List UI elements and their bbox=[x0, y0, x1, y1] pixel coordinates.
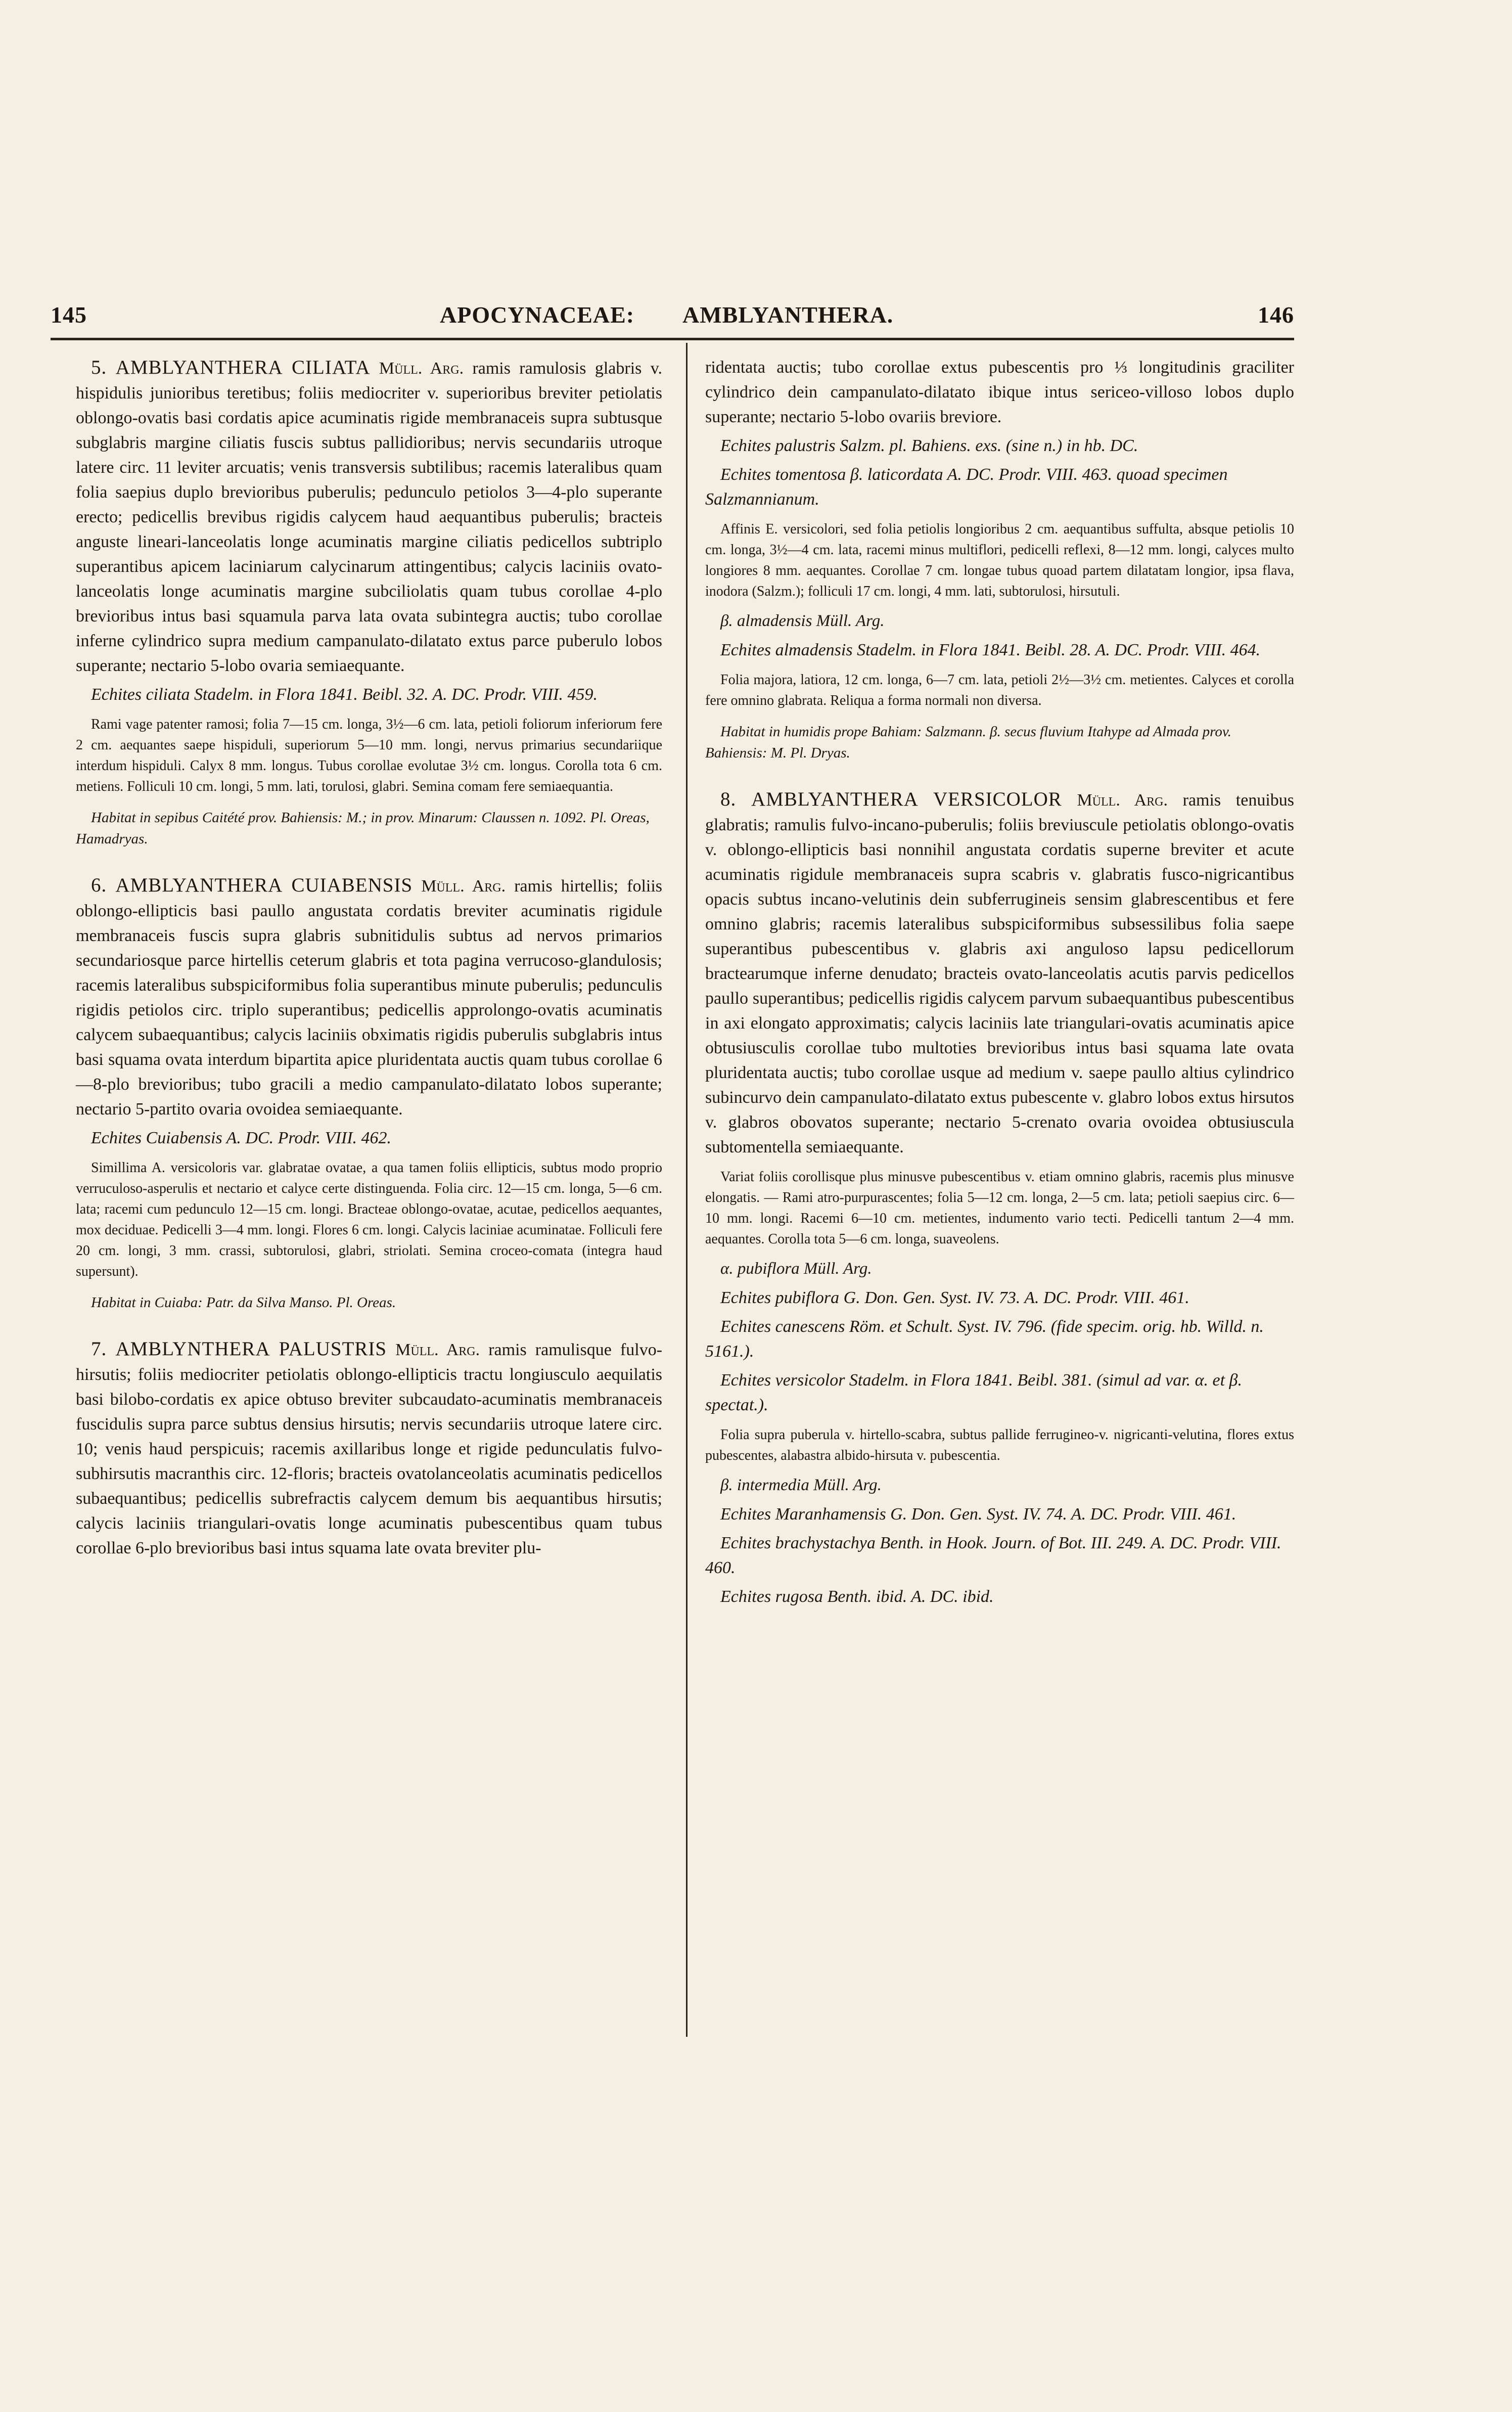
page-number-right: 146 bbox=[1258, 302, 1294, 328]
habitat-note: Habitat in humidis prope Bahiam: Salzmann. β. secus fluvium Itahype ad Almada prov. Bahiensis: M. Pl. Dryas. bbox=[705, 724, 1231, 761]
species-title: 5. AMBLYANTHERA CILIATA bbox=[91, 356, 371, 378]
page-number-left: 145 bbox=[51, 302, 87, 328]
species-author: Müll. Arg. bbox=[1077, 791, 1168, 810]
habitat-note: Habitat in sepibus Caitété prov. Bahiensis: M.; in prov. Minarum: Claussen n. 1092. Pl. Oreas, Hamadryas. bbox=[76, 810, 650, 847]
left-column bbox=[76, 355, 662, 1584]
species-title: 8. AMBLYANTHERA VERSICOLOR bbox=[720, 788, 1062, 810]
synonym-citation: Echites rugosa Benth. ibid. A. DC. ibid. bbox=[720, 1587, 994, 1606]
running-title-family: APOCYNACEAE: bbox=[440, 302, 635, 328]
species-paragraph bbox=[76, 355, 662, 678]
synonym-citation: Echites tomentosa β. laticordata A. DC. Prodr. VIII. 463. quoad specimen Salzmannianum. bbox=[705, 465, 1228, 509]
species-description: ramis ramulosis glabris v. hispidulis junioribus teretibus; foliis mediocriter v. superioribus breviter petiolatis oblongo-ovatis basi cordatis apice acuminatis rigide membranaceis supra subtusque subglabris margine ciliatis fuscis subtus pallidioribus; nervis secundariis utroque latere circ. 11 leviter arcuatis; venis transversis subtilibus; racemis lateralibus quam folia saepius duplo brevioribus puberulis; pedunculo petiolos 3—4-plo superante erecto; pedicellis brevibus rigidis calycem haud aequantibus puberulis; bracteis anguste lineari-lanceolatis longe acuminatis margine ciliatis pedicellos subtriplo superantibus apicem laciniarum calycinarum attingentibus; calycis laciniis ovato-lanceolatis longe acuminatis margine subciliolatis quam tubus corollae 4-plo brevioribus intus basi squamula parva lata ovata subintegra auctis; tubo corollae inferne cylindrico supra medium campanulato-dilatato extus parce puberulo lobos superante; nectario 5-lobo ovaria semiaequante. bbox=[76, 359, 662, 675]
species-entry-palustris bbox=[76, 1336, 662, 1560]
species-description: ramis hirtellis; foliis oblongo-ellipticis basi paullo angustata cordatis breviter acuminatis rigidule membranaceis fuscis supra glabris subnitidulis subtus ad nervos primarios secundariosque parce hirtellis ceterum glabris et tota pagina verrucoso-glandulosis; racemis lateralibus subspiciformibus folia superantibus minute puberulis; pedunculis rigidis petiolos circ. triplo superantibus; pedicellis approlongo-ovatis acuminatis calycem subaequantibus; calycis laciniis obximatis rigidis puberulis subglabris intus basi squama ovata interdum bipartita apice pluridentata auctis quam tubus corollae 6—8-plo brevioribus; tubo gracili a medio campanulato-dilatato lobos superante; nectario 5-partito ovaria ovoidea semiaequante. bbox=[76, 877, 663, 1119]
species-entry-cuiabensis bbox=[76, 873, 662, 1313]
variety-heading: β. intermedia Müll. Arg. bbox=[720, 1476, 882, 1494]
species-entry-palustris-continued bbox=[705, 355, 1294, 764]
species-title: 7. AMBLYNTHERA PALUSTRIS bbox=[91, 1338, 387, 1360]
synonym-citation: Echites canescens Röm. et Schult. Syst. IV. 796. (fide specim. orig. hb. Willd. n. 5161.). bbox=[705, 1317, 1264, 1361]
synonym-citation: Echites pubiflora G. Don. Gen. Syst. IV. 73. A. DC. Prodr. VIII. 461. bbox=[720, 1288, 1189, 1307]
column-divider bbox=[686, 343, 688, 2037]
variety-heading: α. pubiflora Müll. Arg. bbox=[720, 1260, 872, 1278]
synonym-citation: Echites ciliata Stadelm. in Flora 1841. Beibl. 32. A. DC. Prodr. VIII. 459. bbox=[91, 685, 598, 704]
synonym-citation: Echites versicolor Stadelm. in Flora 1841. Beibl. 381. (simul ad var. α. et β. spectat.). bbox=[705, 1371, 1242, 1414]
variety-note: Folia majora, latiora, 12 cm. longa, 6—7 cm. lata, petioli 2½—3½ cm. metientes. Calyces et corolla fere omnino glabrata. Reliqua a forma normali non diversa. bbox=[705, 672, 1294, 708]
synonym-citation: Echites palustris Salzm. pl. Bahiens. exs. (sine n.) in hb. DC. bbox=[720, 436, 1138, 455]
synonym-citation: Echites Maranhamensis G. Don. Gen. Syst. IV. 74. A. DC. Prodr. VIII. 461. bbox=[720, 1505, 1236, 1524]
species-author: Müll. Arg. bbox=[395, 1341, 480, 1359]
species-description-continued: ridentata auctis; tubo corollae extus pubescentis pro ⅓ longitudinis graciliter cylindrico dein campanulato-dilatato ibique intus sericeo-villoso lobos duplo superante; nectario 5-lobo ovariis breviore. bbox=[705, 358, 1294, 426]
synonym-citation: Echites almadensis Stadelm. in Flora 1841. Beibl. 28. A. DC. Prodr. VIII. 464. bbox=[720, 641, 1261, 659]
species-paragraph bbox=[76, 1336, 662, 1560]
species-description: ramis tenuibus glabratis; ramulis fulvo-incano-puberulis; foliis breviuscule petiolatis oblongo-ovatis v. oblongo-ellipticis basi nonnihil angustata cordatis superne breviter et acute acuminatis rigidule membranaceis supra scabris v. glabratis fusco-nigricantibus opacis subtus incano-velutinis dein subferrugineis sensim glabrescentibus et fere omnino glabris; racemis lateralibus subspiciformibus subsessilibus folia saepe superantibus pubescentibus v. glabris axi anguloso lapsu pedicellorum bractearumque inferne denudato; bracteis ovato-lanceolatis acutis parvis pedicellos paullo superantibus; pedicellis rigidis calycem parvum subaequantibus pubescentibus in axi elongato approximatis; calycis laciniis late triangulari-ovatis acuminatis apice obtusiusculis corollae tubo multoties brevioribus intus basi squama late ovata pluridentata auctis; tubo corollae usque ad medium v. saepe paullo altius cylindrico subincurvo dein campanulato-dilatato extus pubescente v. glabro lobos extus hirsutos v. glabros obovatos superante; nectario 5-crenato ovaria ovoidea obtusiuscula subtomentella semiaequante. bbox=[705, 791, 1295, 1156]
species-note: Variat foliis corollisque plus minusve pubescentibus v. etiam omnino glabris, racemis plus minusve elongatis. — Rami atro-purpurascentes; folia 5—12 cm. longa, 2—5 cm. lata; petioli saepius circ. 6—10 mm. longi. Racemi 6—10 cm. metientes, indumento vario tecti. Pedicelli tantum 2—4 mm. aequantes. Corolla tota 5—6 cm. longa, suaveolens. bbox=[705, 1169, 1294, 1247]
species-entry-versicolor bbox=[705, 787, 1294, 1609]
variety-note: Folia supra puberula v. hirtello-scabra, subtus pallide ferrugineo-v. nigricanti-velutina, flores extus pubescentes, alabastra albido-hirsuta v. pubescentia. bbox=[705, 1427, 1294, 1463]
species-title: 6. AMBLYANTHERA CUIABENSIS bbox=[91, 874, 413, 896]
species-note: Affinis E. versicolori, sed folia petiolis longioribus 2 cm. aequantibus suffulta, absque petiolis 10 cm. longa, 3½—4 cm. lata, racemi minus multiflori, pedicelli reflexi, 8—12 mm. longi, calyces multo longiores 8 mm. aequantes. Corollae 7 cm. longae tubus quoad partem dilatatam longior, ipsa flava, inodora (Salzm.); folliculi 17 cm. longi, 4 mm. lati, subtorulosi, hirsutuli. bbox=[705, 521, 1294, 599]
species-note: Rami vage patenter ramosi; folia 7—15 cm. longa, 3½—6 cm. lata, petioli foliorum inferiorum fere 2 cm. aequantes saepe hispiduli, superiorum 5—10 mm. longi, nervus primarius secundariique interdum hispiduli. Calyx 8 mm. longus. Tubus corollae evolutae 3½ cm. longus. Corolla tota 6 cm. metiens. Folliculi 10 cm. longi, 5 mm. lati, torulosi, glabri. Semina comam fere semiaequantia. bbox=[76, 717, 662, 794]
synonym-citation: Echites brachystachya Benth. in Hook. Journ. of Bot. III. 249. A. DC. Prodr. VIII. 460. bbox=[705, 1534, 1281, 1577]
species-paragraph bbox=[76, 873, 662, 1122]
species-description: ramis ramulisque fulvo-hirsutis; foliis mediocriter petiolatis oblongo-ellipticis tractu longiusculo aequilatis basi bilobo-cordatis ex apice obtuso breviter subcaudato-acuminatis membranaceis fuscidulis supra parce subtus densius hirsutis; nervis secundariis utroque latere circ. 10; venis haud perspicuis; racemis axillaribus longe et rigide pedunculatis fulvo-subhirsutis macranthis circ. 12-floris; bracteis ovatolanceolatis acuminatis pedicellos subaequantibus; pedicellis subrefractis calycem demum bis aequantibus hirsutis; calycis laciniis triangulari-ovatis longe acuminatis pubescentibus quam tubus corollae 6-plo brevioribus basi intus squama late ovata breviter plu- bbox=[76, 1341, 663, 1557]
species-note: Simillima A. versicoloris var. glabratae ovatae, a qua tamen foliis ellipticis, subtus modo proprio verruculoso-asperulis et nectario et calyce certe distinguenda. Folia circ. 12—15 cm. longa, 5—6 cm. lata; racemi cum pedunculo 12—15 cm. longi. Bracteae oblongo-ovatae, acutae, pedicellos aequantes, mox deciduae. Pedicelli 3—4 mm. longi. Flores 6 cm. longi. Calycis laciniae acuminatae. Folliculi fere 20 cm. longi, 3 mm. crassi, subtorulosi, glabri, striolati. Semina croceo-comata (integra haud supersunt). bbox=[76, 1160, 662, 1279]
variety-heading: β. almadensis Müll. Arg. bbox=[720, 612, 885, 630]
species-author: Müll. Arg. bbox=[421, 877, 506, 896]
species-paragraph bbox=[705, 787, 1294, 1159]
synonym-citation: Echites Cuiabensis A. DC. Prodr. VIII. 462. bbox=[91, 1129, 392, 1147]
right-column bbox=[705, 355, 1294, 1632]
header-rule bbox=[51, 338, 1294, 340]
running-title-genus: AMBLYANTHERA. bbox=[682, 302, 894, 328]
species-author: Müll. Arg. bbox=[379, 359, 464, 378]
habitat-note: Habitat in Cuiaba: Patr. da Silva Manso. Pl. Oreas. bbox=[91, 1294, 396, 1311]
species-entry-ciliata bbox=[76, 355, 662, 850]
